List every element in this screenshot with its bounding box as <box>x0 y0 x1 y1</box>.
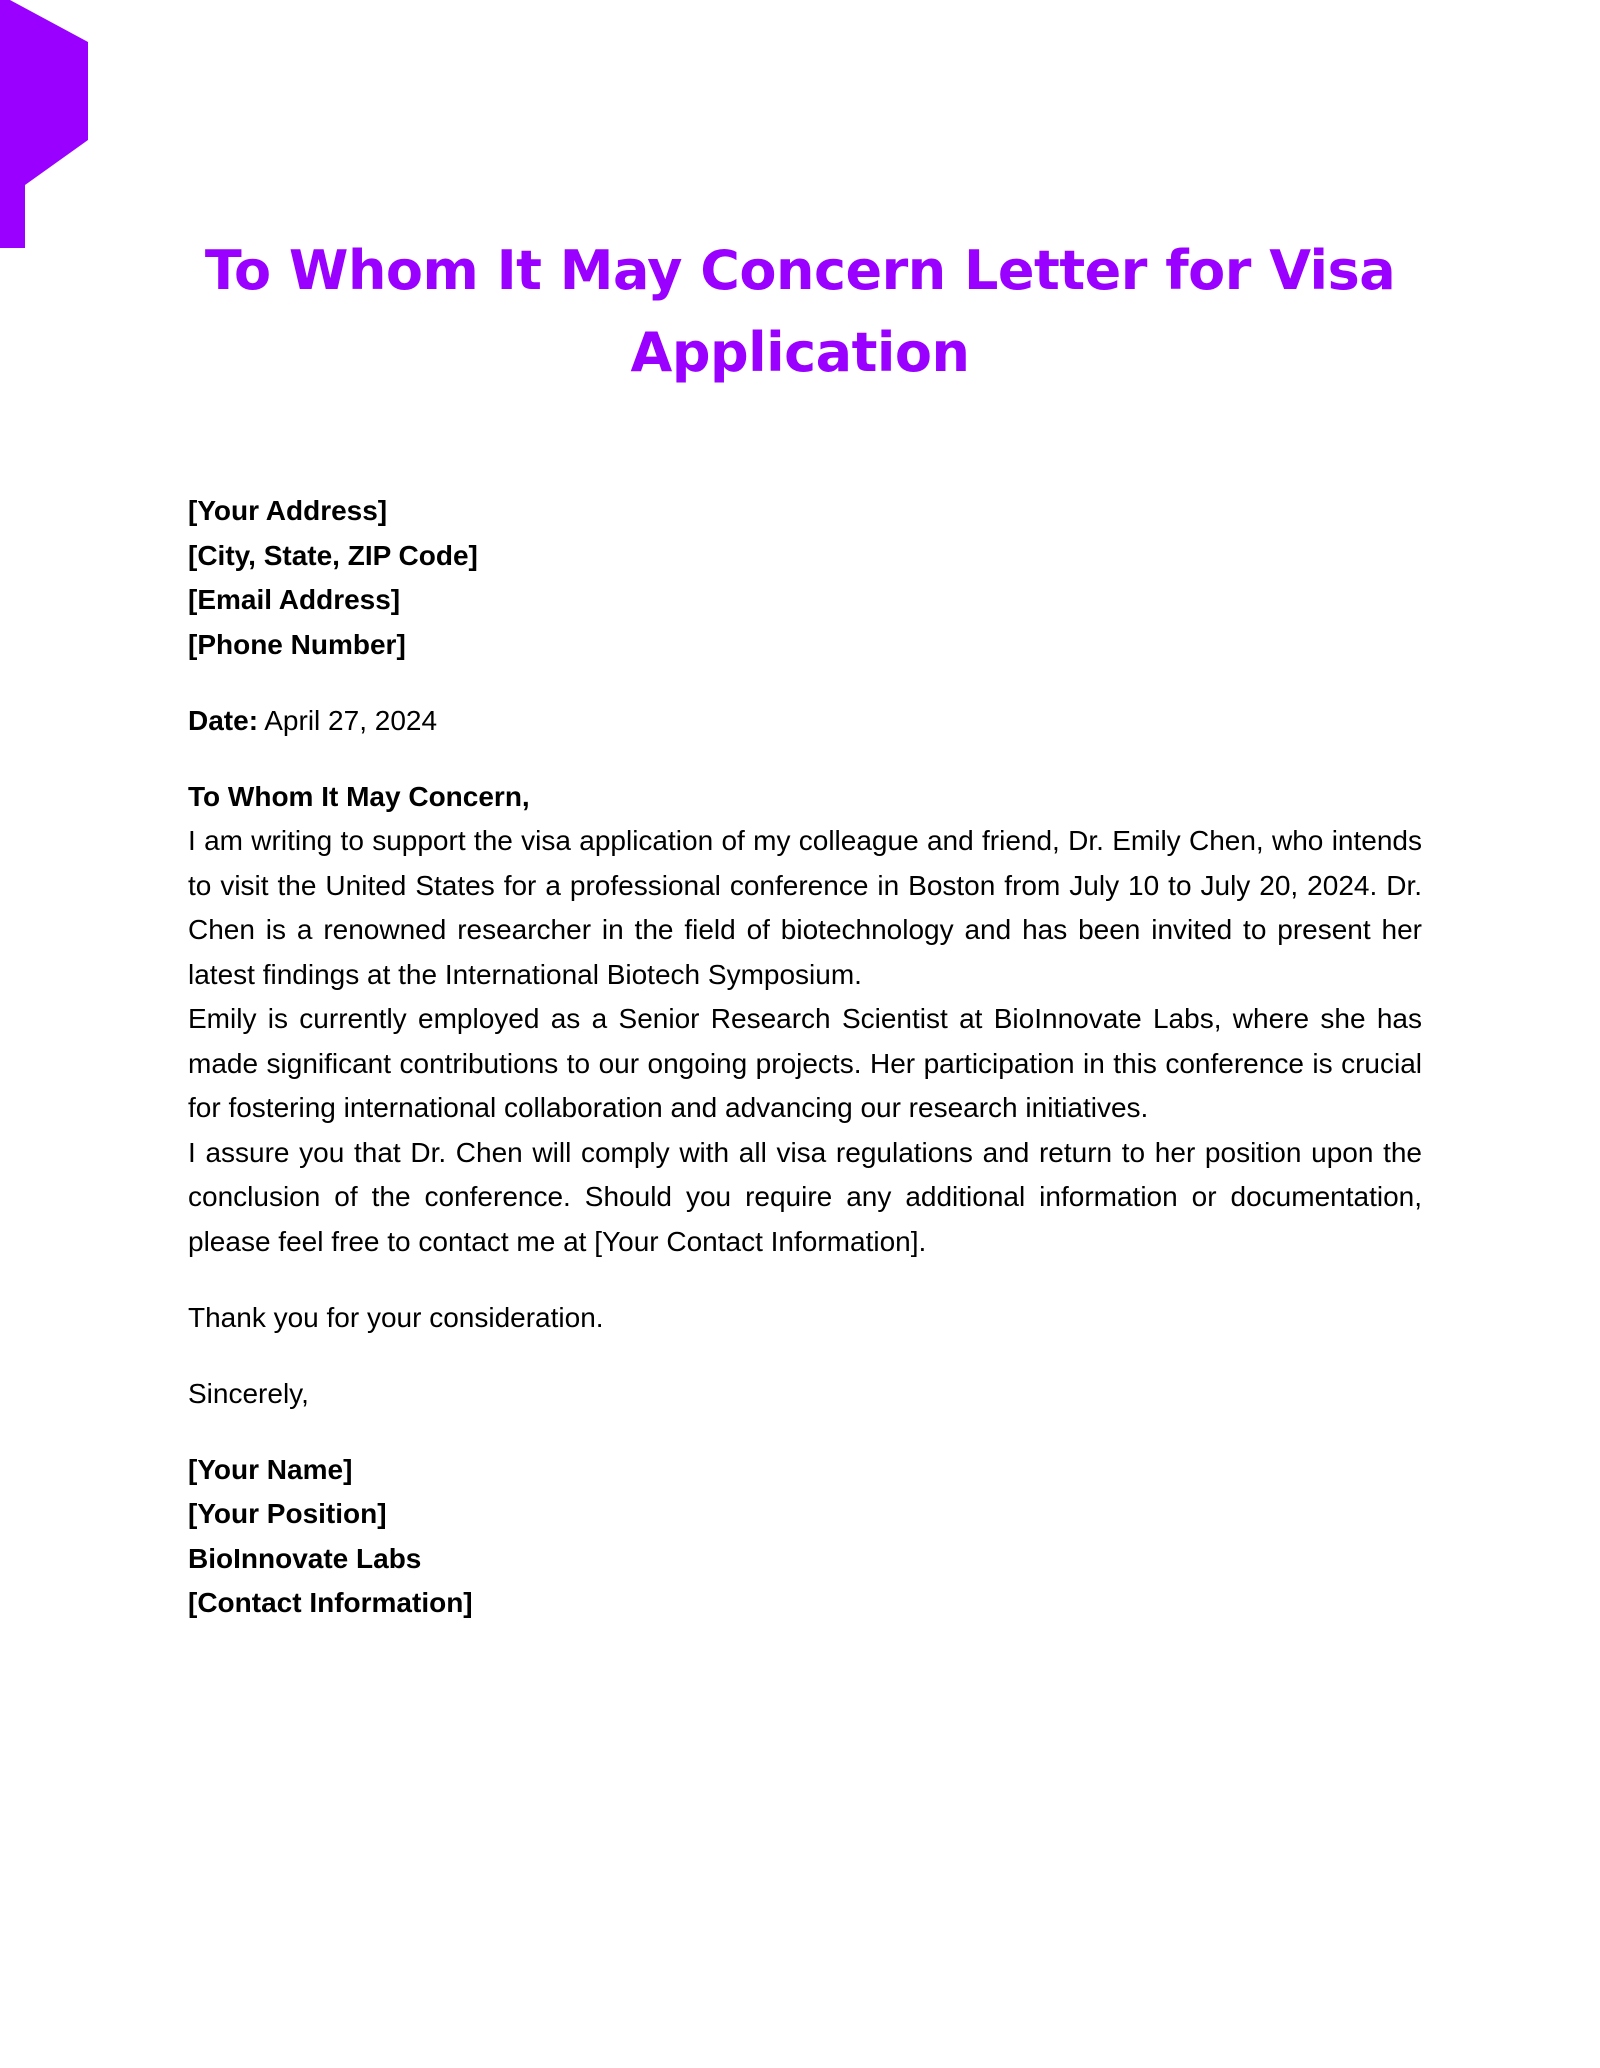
signature-position: [Your Position] <box>188 1498 387 1529</box>
sender-city-state-zip: [City, State, ZIP Code] <box>188 539 478 571</box>
date-value: April 27, 2024 <box>264 704 438 736</box>
paragraph-2: Emily is currently employed as a Senior Research Scientist at BioInnovate Labs, where she has made significant contributions to our ongoing projects. Her participation in this conference is crucial for fostering international collaboration and advancing our research initiatives. <box>188 1003 1422 1123</box>
date-line <box>188 699 1422 744</box>
paragraph-3: I assure you that Dr. Chen will comply with all visa regulations and return to her position upon the conclusion of the conference. Should you require any additional information or documentation, please feel free to contact me at [Your Contact Information]. <box>188 1136 1422 1257</box>
corner-decoration <box>0 0 90 248</box>
salutation: To Whom It May Concern, <box>188 780 530 812</box>
page-title: To Whom It May Concern Letter for Visa Application <box>204 239 1396 384</box>
signature-company: BioInnovate Labs <box>188 1542 422 1574</box>
sender-address: [Your Address] <box>188 495 388 526</box>
paragraph-1: I am writing to support the visa application of my colleague and friend, Dr. Emily Chen, who intends to visit the United States for a professional conference in Boston from July 10 to July 20, 2024. Dr. Chen is a renowned researcher in the field of biotechnology and has been invited to present her latest findings at the International Biotech Symposium. <box>188 825 1422 990</box>
corner-decoration-shape <box>0 0 88 248</box>
thanks-line: Thank you for your consideration. <box>188 1301 604 1333</box>
sender-phone: [Phone Number] <box>188 628 406 660</box>
date-label: Date: <box>188 704 259 736</box>
sender-block <box>188 489 1422 667</box>
signature-name: [Your Name] <box>188 1453 353 1485</box>
signature-contact: [Contact Information] <box>188 1587 473 1618</box>
letter-body <box>188 489 1422 1626</box>
signature-block <box>188 1448 1422 1626</box>
closing-line: Sincerely, <box>188 1377 309 1409</box>
sender-email: [Email Address] <box>188 584 401 615</box>
